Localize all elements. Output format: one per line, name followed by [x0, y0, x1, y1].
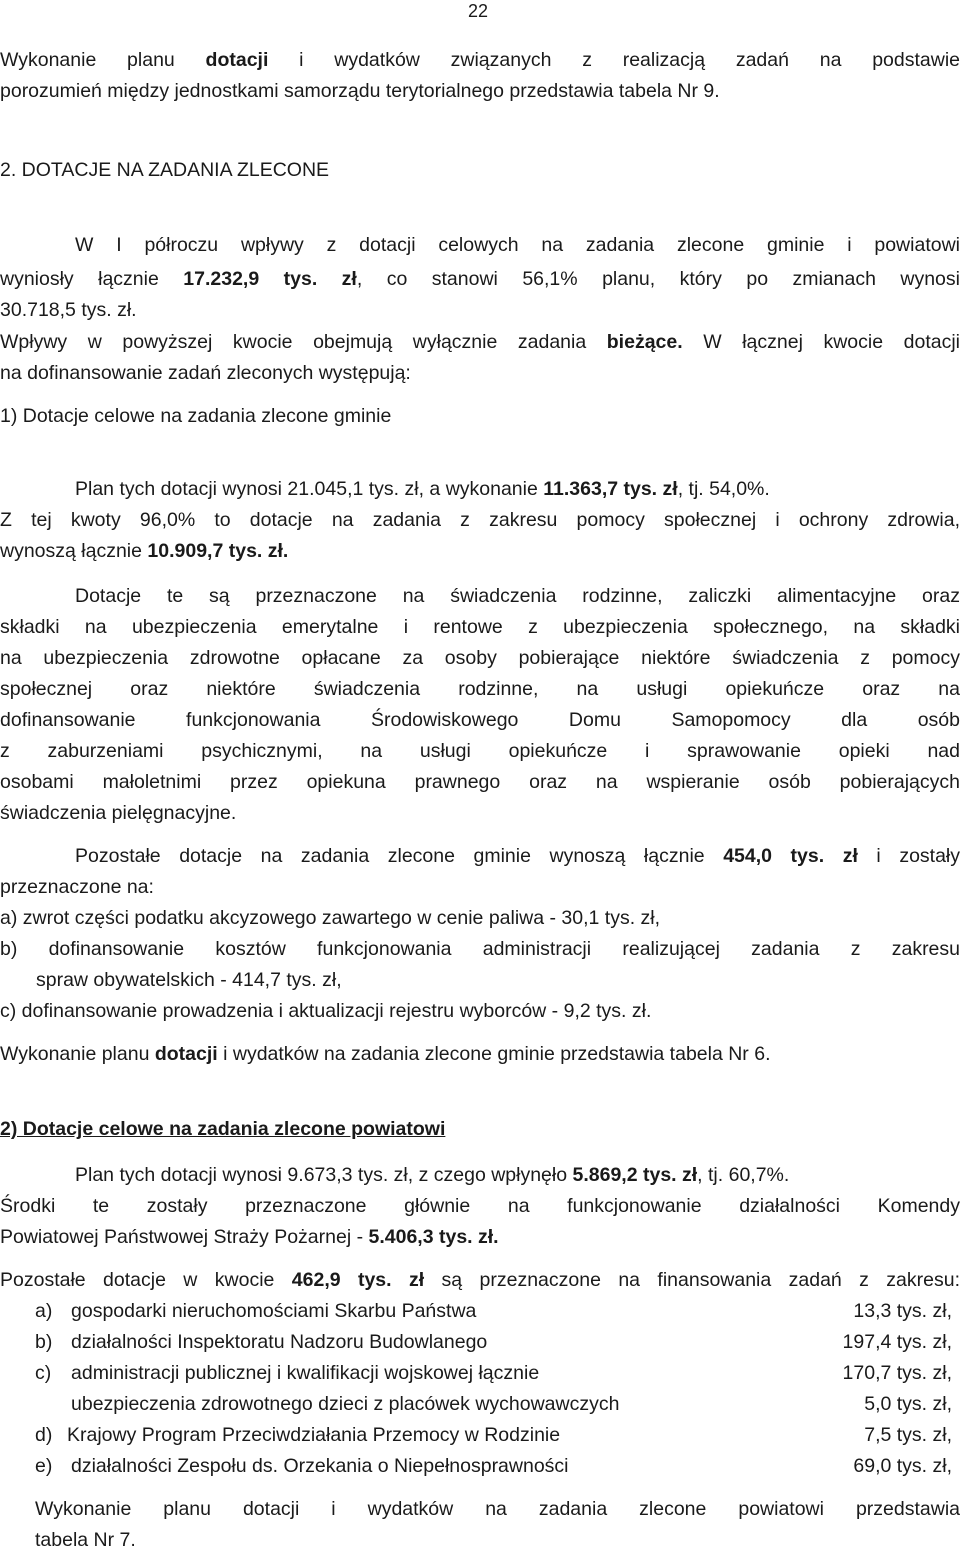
para-line: Z tej kwoty 96,0% to dotacje na zadania z zakresu pomocy społecznej i ochrony zdrowia,	[0, 509, 960, 531]
row-label: d)	[35, 1424, 53, 1446]
text: Plan tych dotacji wynosi 9.673,3 tys. zł, z czego wpłynęło	[75, 1164, 573, 1186]
bold-amount: 454,0 tys. zł	[723, 845, 858, 867]
bold-text: dotacji	[154, 1043, 218, 1065]
text: W łącznej kwocie dotacji	[682, 331, 960, 353]
list-item: a) zwrot części podatku akcyzowego zawartego w cenie paliwa - 30,1 tys. zł,	[0, 907, 661, 929]
intro-line-2: porozumień między jednostkami samorządu terytorialnego przedstawia tabela Nr 9.	[0, 80, 720, 102]
heading-text: 2) Dotacje celowe na zadania zlecone powiatowi	[0, 1118, 446, 1140]
row-amount: 5,0 tys. zł,	[864, 1393, 952, 1415]
row-text: administracji publicznej i kwalifikacji wojskowej łącznie	[71, 1362, 540, 1384]
bold-amount: 5.869,2 tys. zł	[572, 1164, 698, 1186]
section-para-line	[0, 327, 960, 358]
para-line: Dotacje te są przeznaczone na świadczenia rodzinne, zaliczki alimentacyjne oraz	[75, 585, 960, 607]
para-line: świadczenia pielęgnacyjne.	[0, 802, 237, 824]
list-item: c) dofinansowanie prowadzenia i aktualizacji rejestru wyborców - 9,2 tys. zł.	[0, 1000, 652, 1022]
row-amount: 13,3 tys. zł,	[853, 1300, 952, 1322]
intro-text: i wydatków związanych z realizacją zadań na podstawie	[268, 49, 960, 71]
bold-amount: 5.406,3 tys. zł.	[368, 1226, 499, 1248]
text: , co stanowi 56,1% planu, który po zmianach wynosi	[356, 268, 960, 290]
subsection-heading-powiat	[0, 1114, 960, 1145]
row-text: gospodarki nieruchomościami Skarbu Państwa	[71, 1300, 477, 1322]
text: Wykonanie planu	[0, 1043, 155, 1065]
intro-line-1	[0, 45, 960, 76]
para-line	[0, 1222, 960, 1253]
para-line: przeznaczone na:	[0, 876, 154, 898]
text: Powiatowej Państwowej Straży Pożarnej -	[0, 1226, 369, 1248]
section-para-line: 30.718,5 tys. zł.	[0, 299, 137, 321]
para-line: Wykonanie planu dotacji i wydatków na zadania zlecone powiatowi przedstawia	[35, 1498, 960, 1520]
text: Pozostałe dotacje w kwocie	[0, 1269, 292, 1291]
row-text: działalności Inspektoratu Nadzoru Budowlanego	[71, 1331, 488, 1353]
bold-amount: 11.363,7 tys. zł	[543, 478, 678, 500]
text: są przeznaczone na finansowania zadań z zakresu:	[424, 1269, 960, 1291]
section-heading: 2. DOTACJE NA ZADANIA ZLECONE	[0, 159, 330, 181]
text: Wpływy w powyższej kwocie obejmują wyłącznie zadania	[0, 331, 607, 353]
text: wynoszą łącznie	[0, 540, 148, 562]
section-para-line	[0, 264, 960, 295]
row-label: c)	[35, 1362, 52, 1384]
page-number: 22	[467, 1, 488, 21]
text: Plan tych dotacji wynosi 21.045,1 tys. zł, a wykonanie	[75, 478, 544, 500]
section-para-line: W I półroczu wpływy z dotacji celowych na zadania zlecone gminie i powiatowi	[75, 234, 960, 256]
list-item: b) dofinansowanie kosztów funkcjonowania administracji realizującej zadania z zakresu	[0, 938, 960, 960]
para-line	[0, 1265, 960, 1296]
para-line: Środki te zostały przeznaczone głównie na funkcjonowanie działalności Komendy	[0, 1195, 960, 1217]
text: , tj. 60,7%.	[697, 1164, 790, 1186]
plan-line	[0, 1160, 960, 1191]
bold-amount: 10.909,7 tys. zł.	[147, 540, 289, 562]
bold-text: bieżące.	[606, 331, 683, 353]
text: i wydatków na zadania zlecone gminie przedstawia tabela Nr 6.	[217, 1043, 771, 1065]
para-line: osobami małoletnimi przez opiekuna prawnego oraz na wspieranie osób pobierających	[0, 771, 960, 793]
para-line: dofinansowanie funkcjonowania Środowiskowego Domu Samopomocy dla osób	[0, 709, 960, 731]
para-line: tabela Nr 7.	[35, 1529, 136, 1551]
text: Pozostałe dotacje na zadania zlecone gminie wynoszą łącznie	[75, 845, 724, 867]
row-text: działalności Zespołu ds. Orzekania o Niepełnosprawności	[71, 1455, 569, 1477]
bold-amount: 462,9 tys. zł	[291, 1269, 425, 1291]
row-amount: 170,7 tys. zł,	[842, 1362, 952, 1384]
row-amount: 7,5 tys. zł,	[864, 1424, 952, 1446]
plan-line	[0, 474, 960, 505]
row-text: Krajowy Program Przeciwdziałania Przemocy w Rodzinie	[67, 1424, 561, 1446]
text: , tj. 54,0%.	[677, 478, 770, 500]
text: i zostały	[857, 845, 960, 867]
para-line: na ubezpieczenia zdrowotne opłacane za osoby pobierające niektóre świadczenia z pomocy	[0, 647, 960, 669]
list-item-cont: spraw obywatelskich - 414,7 tys. zł,	[36, 969, 342, 991]
section-para-line: na dofinansowanie zadań zleconych występują:	[0, 362, 411, 384]
bold-amount: 17.232,9 tys. zł	[183, 268, 357, 290]
para-line: z zaburzeniami psychicznymi, na usługi opiekuńcze i sprawowanie opieki nad	[0, 740, 960, 762]
row-label: a)	[35, 1300, 53, 1322]
row-label: e)	[35, 1455, 53, 1477]
para-line	[0, 1039, 960, 1070]
row-amount: 69,0 tys. zł,	[853, 1455, 952, 1477]
para-line: społecznej oraz niektóre świadczenia rodzinne, na usługi opiekuńcze oraz na	[0, 678, 960, 700]
text: wyniosły łącznie	[0, 268, 184, 290]
row-text: ubezpieczenia zdrowotnego dzieci z placówek wychowawczych	[71, 1393, 620, 1415]
intro-text: Wykonanie planu	[0, 49, 206, 71]
para-line: składki na ubezpieczenia emerytalne i rentowe z ubezpieczenia społecznego, na składki	[0, 616, 960, 638]
subsection-heading-gmina: 1) Dotacje celowe na zadania zlecone gminie	[0, 405, 392, 427]
para-line	[0, 841, 960, 872]
row-amount: 197,4 tys. zł,	[842, 1331, 952, 1353]
intro-bold: dotacji	[205, 49, 269, 71]
para-line	[0, 536, 960, 567]
row-label: b)	[35, 1331, 53, 1353]
